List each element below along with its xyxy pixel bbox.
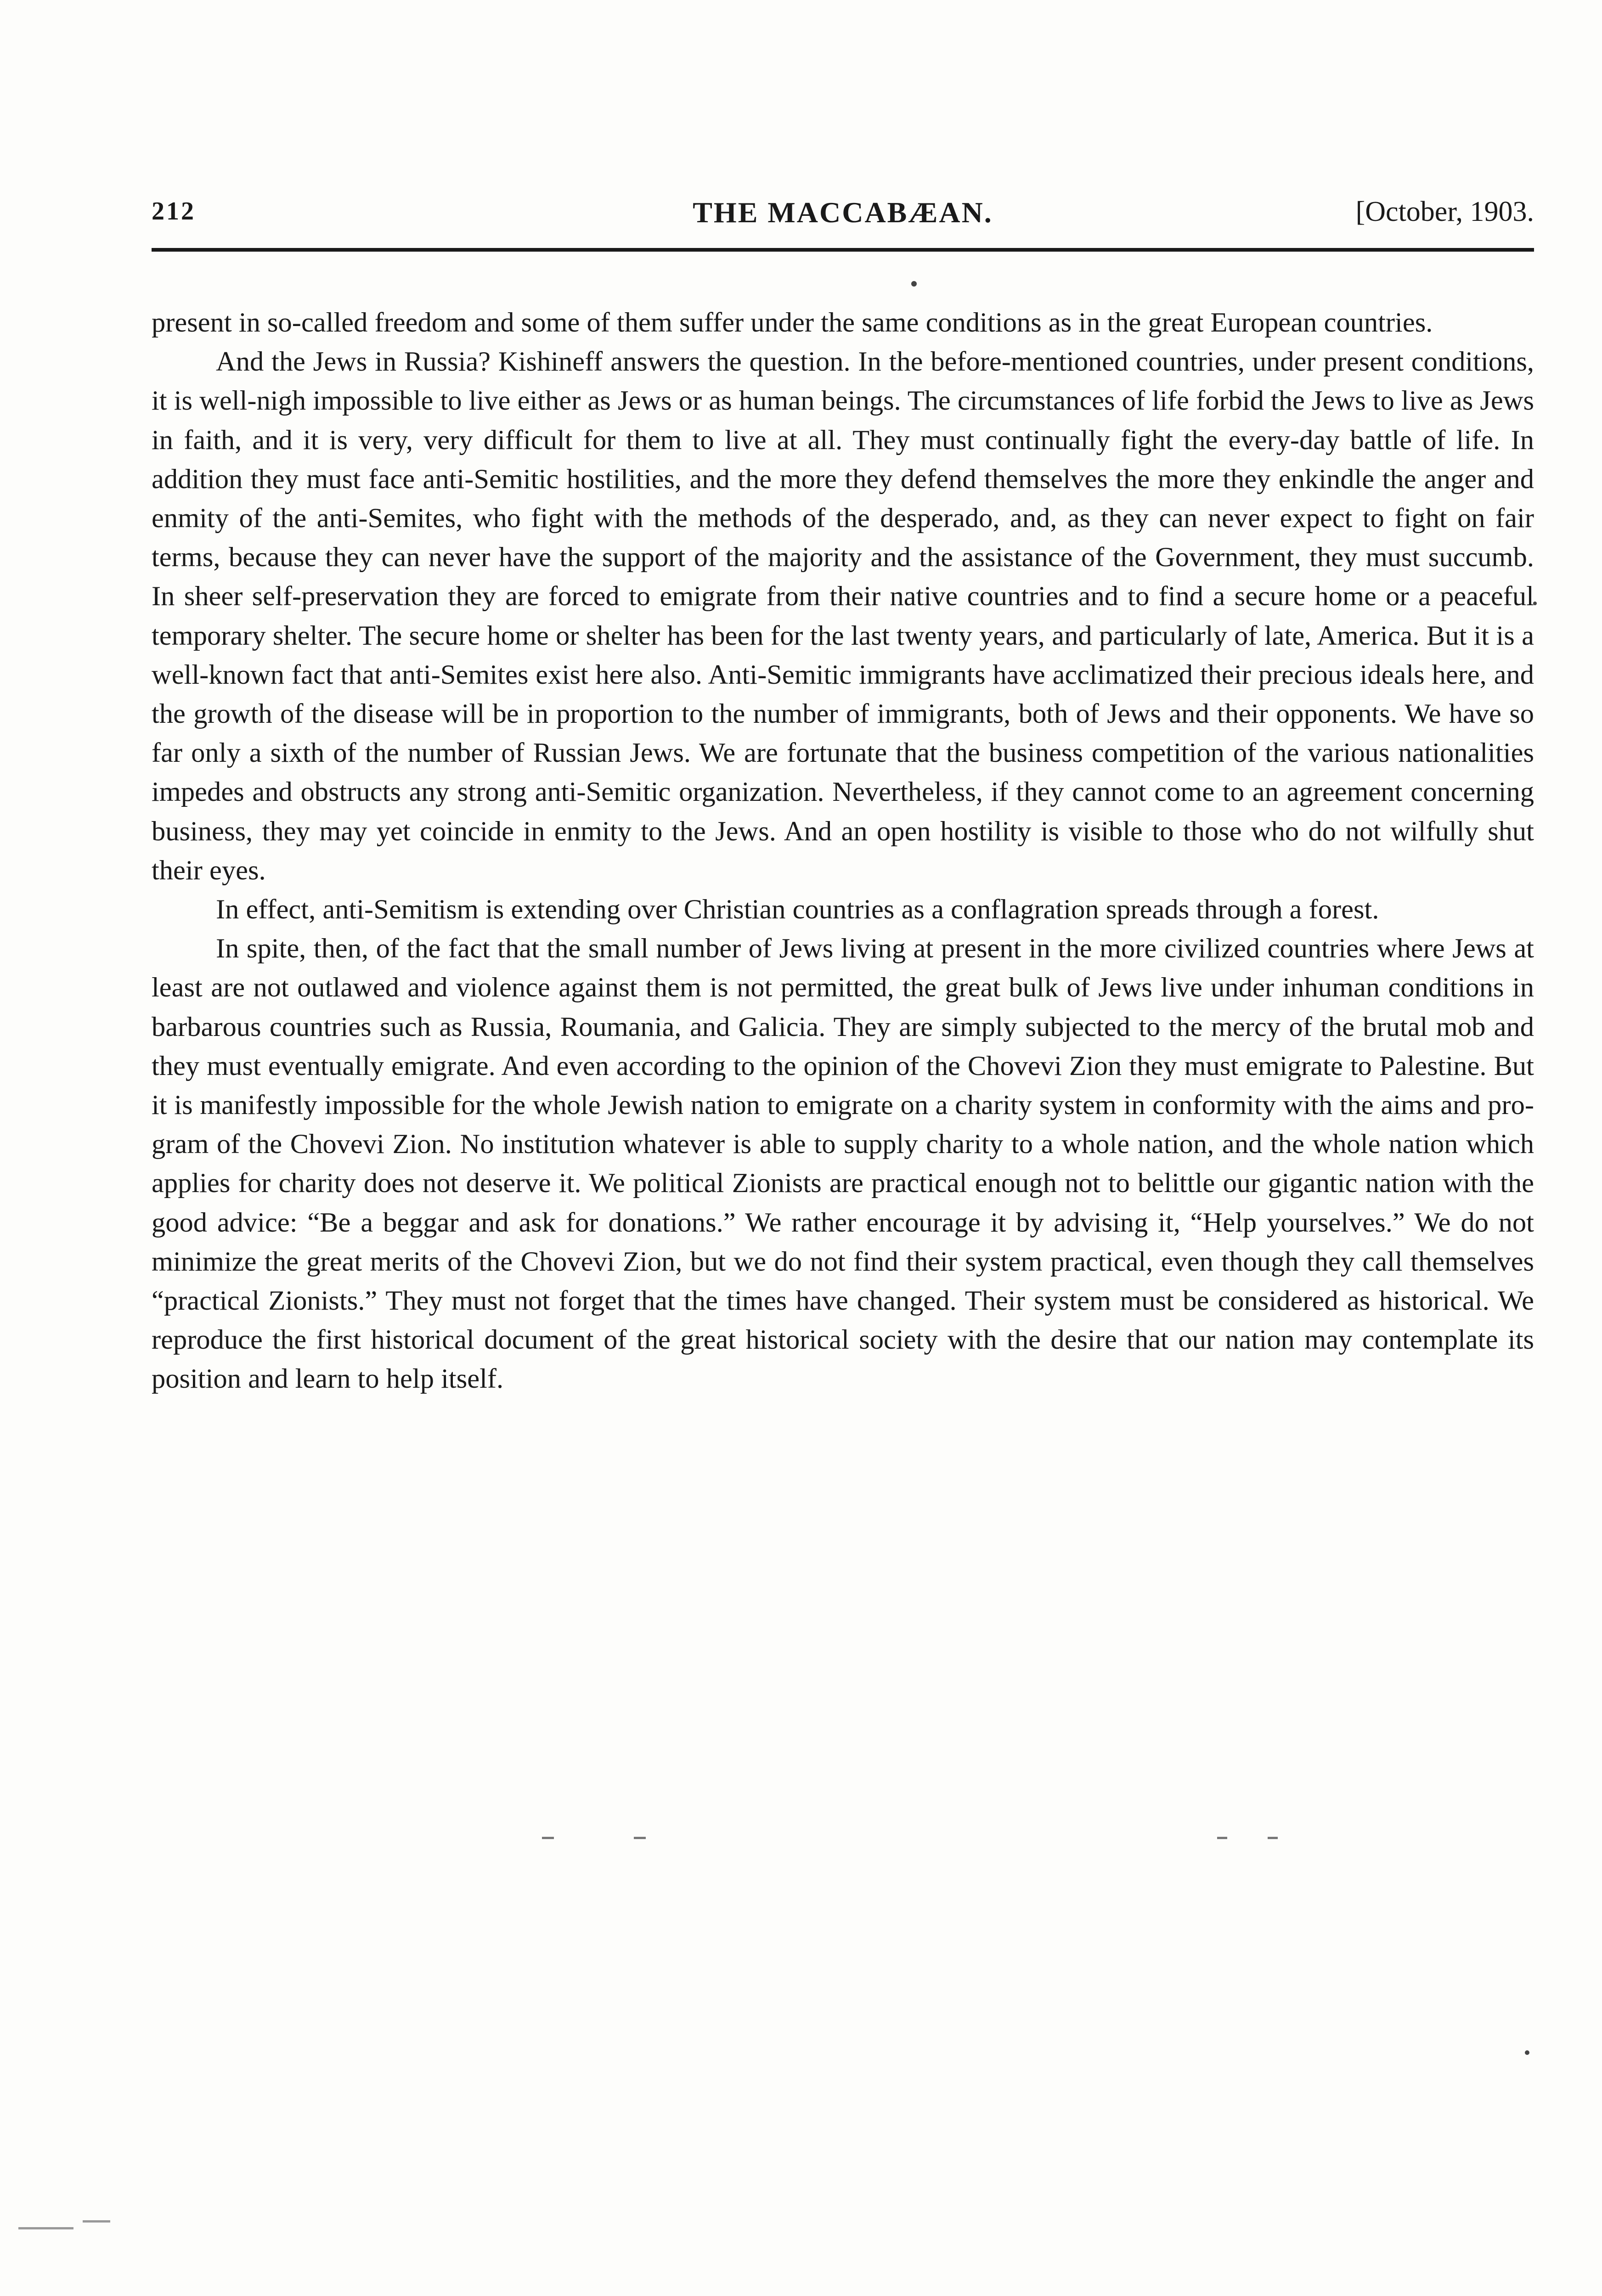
scan-speck [1525,2050,1529,2055]
page-number: 212 [152,197,196,225]
paragraph-chovevi-zion: In spite, then, of the fact that the small number of Jews living at present in the more civilized countries where Jews at least are not outlawed and violence against them is not permitted, the great bulk of Jews live under inhuman conditions in barbarous countries such as Russia, Roumania, and Galicia. They are simply subjected to the mercy of the brutal mob and they must eventually emigrate. And even according to the opinion of the Chovevi Zion they must emigrate to Palestine. But it is manifestly impossible for the whole Jewish nation to emigrate on a charity system in conformity with the aims and program of the Chovevi Zion. No institution whatever is able to supply charity to a whole nation, and the whole nation which applies for charity does not deserve it. We political Zionists are practical enough not to belittle our gigantic nation with the good advice: “Be a beggar and ask for donations.” We rather encourage it by advising it, “Help yourselves.” We do not minimize the great merits of the Chovevi Zion, but we do not find their system practical, even though they call themselves “practical Zionists.” They must not forget that the times have changed. Their system must be considered as historical. We reproduce the first historical document of the great historical society with the desire that our nation may contemplate its position and learn to help itself. [152,933,1534,1395]
article-body [152,303,1534,1399]
page-header [152,192,1534,238]
scan-speck [911,281,917,287]
scan-mark [542,1837,554,1839]
scan-mark [18,2227,73,2229]
paragraph-conflagration: In effect, anti-Semitism is extending over Christian countries as a conflagration spreads through a forest. [216,894,1379,925]
paragraph-continuation: present in so-called freedom and some of them suffer under the same conditions as in the great European countries. [152,307,1433,338]
issue-date: [October, 1903. [1355,196,1534,227]
header-rule [152,248,1534,252]
scan-mark [83,2220,110,2223]
running-title: THE MACCABÆAN. [693,196,993,229]
paragraph-kishineff: And the Jews in Russia? Kishineff answers the question. In the before-mentioned countries, under present conditions, it is well-nigh impossible to live either as Jews or as human beings. The circumstances of life forbid the Jews to live as Jews in faith, and it is very, very difficult for them to live at all. They must continually fight the every-day battle of life. In addition they must face anti-Semitic hostilities, and the more they defend themselves the more they enkindle the anger and enmity of the anti-Semites, who fight with the methods of the desperado, and, as they can never expect to fight on fair terms, because they can never have the support of the majority and the assistance of the Government, they must succumb. In sheer self-preservation they are forced to emigrate from their native countries and to find a secure home or a peaceful temporary shelter. The secure home or shelter has been for the last twenty years, and particularly of late, America. But it is a well-known fact that anti-Semites exist here also. Anti-Semitic immigrants have acclimatized their precious ideals here, and the growth of the disease will be in proportion to the number of immigrants, both of Jews and their opponents. We have so far only a sixth of the number of Russian Jews. We are fortunate that the business competition of the various nationalities impedes and obstructs any strong anti-Semitic organization. Nevertheless, if they cannot come to an agreement concerning business, they may yet coincide in enmity to the Jews. And an open hostility is visible to those who do not wilfully shut their eyes. [152,346,1534,886]
scan-mark [1268,1837,1278,1839]
scan-mark [634,1837,646,1839]
scan-mark [1217,1837,1227,1839]
